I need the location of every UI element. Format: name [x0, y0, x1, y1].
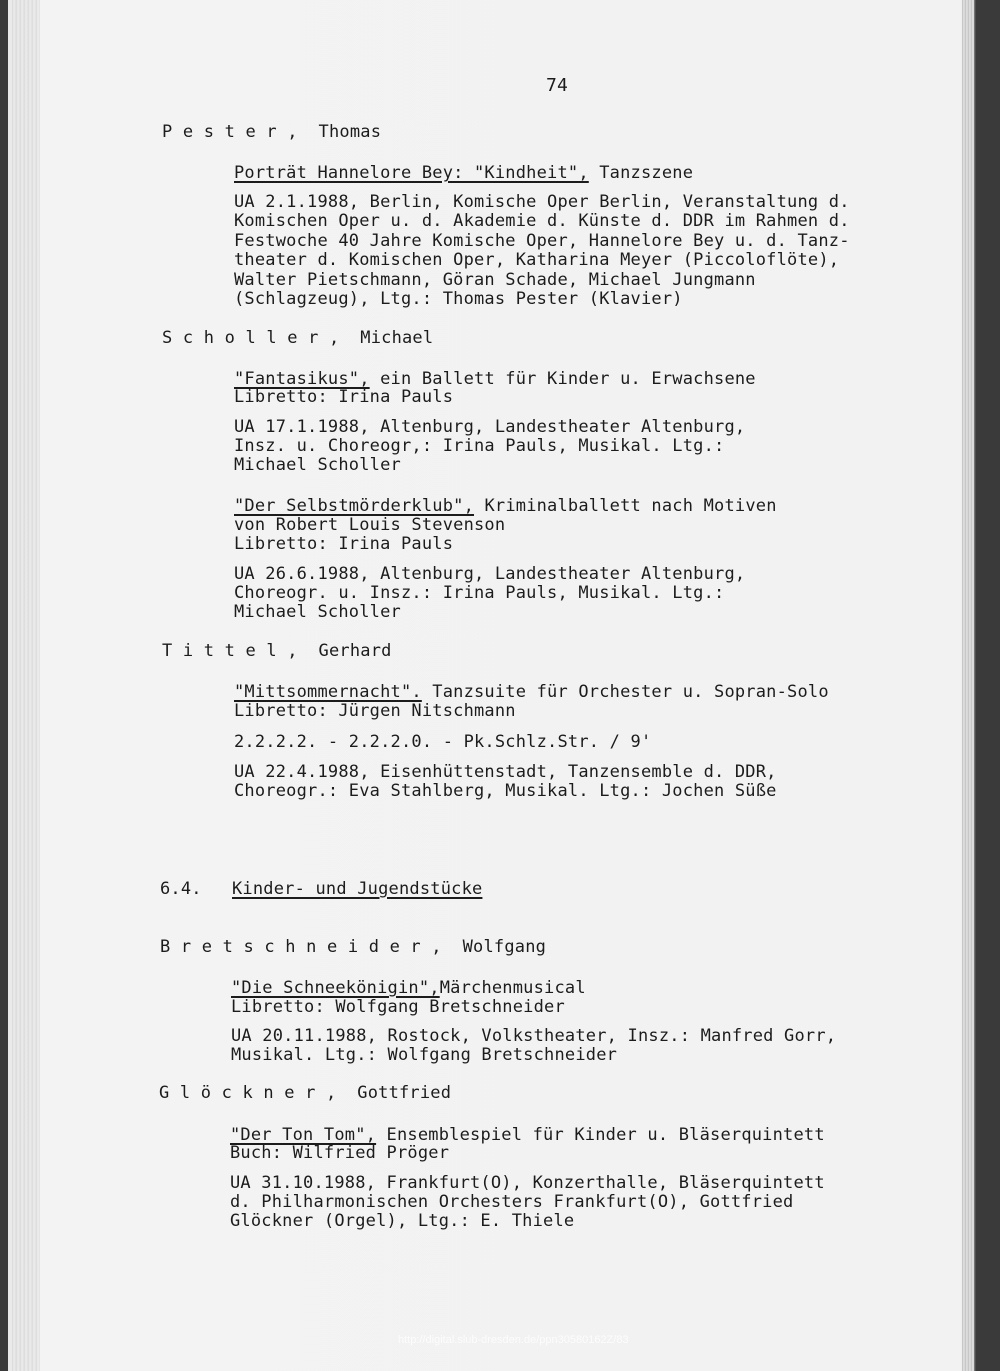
- performance-line: UA 26.6.1988, Altenburg, Landestheater Altenburg,: [234, 564, 746, 584]
- libretto-line: Libretto: Irina Pauls: [234, 534, 454, 554]
- work-genre: Märchenmusical: [439, 978, 586, 998]
- scoring-line: 2.2.2.2. - 2.2.2.0. - Pk.Schlz.Str. / 9': [234, 732, 652, 752]
- work-genre: Ensemblespiel für Kinder u. Bläserquintett: [376, 1125, 825, 1145]
- work-title: "Der Selbstmörderklub",: [234, 496, 475, 516]
- composer-heading-bretschneider: B r e t s c h n e i d e r , Wolfgang: [160, 937, 547, 957]
- performance-line: Insz. u. Choreogr,: Irina Pauls, Musikal. Ltg.:: [234, 436, 725, 456]
- performance-line: UA 17.1.1988, Altenburg, Landestheater Altenburg,: [234, 417, 746, 437]
- composer-heading-gloeckner: G l ö c k n e r , Gottfried: [159, 1083, 452, 1103]
- performance-line: Komischen Oper u. d. Akademie d. Künste d. DDR im Rahmen d.: [234, 211, 850, 231]
- libretto-line: Libretto: Irina Pauls: [234, 387, 454, 407]
- performance-line: Musikal. Ltg.: Wolfgang Bretschneider: [231, 1045, 618, 1065]
- performance-line: UA 31.10.1988, Frankfurt(O), Konzerthalle, Bläserquintett: [230, 1173, 825, 1193]
- work-line-tittel: [234, 683, 829, 702]
- work-title: "Der Ton Tom",: [230, 1125, 377, 1145]
- libretto-line: Libretto: Jürgen Nitschmann: [234, 701, 516, 721]
- performance-line: Festwoche 40 Jahre Komische Oper, Hannelore Bey u. d. Tanz-: [234, 231, 850, 251]
- composer-heading-scholler: S c h o l l e r , Michael: [162, 328, 434, 348]
- chapter-title: Kinder- und Jugendstücke: [232, 879, 483, 899]
- performance-line: UA 22.4.1988, Eisenhüttenstadt, Tanzensemble d. DDR,: [234, 762, 777, 782]
- performance-line: theater d. Komischen Oper, Katharina Meyer (Piccoloflöte),: [234, 250, 840, 270]
- performance-line: (Schlagzeug), Ltg.: Thomas Pester (Klavier): [234, 289, 683, 309]
- performance-line: d. Philharmonischen Orchesters Frankfurt(O), Gottfried: [230, 1192, 794, 1212]
- performance-line: Walter Pietschmann, Göran Schade, Michael Jungmann: [234, 270, 756, 290]
- work-genre: Kriminalballett nach Motiven: [474, 496, 777, 516]
- work-genre-continued: von Robert Louis Stevenson: [234, 515, 506, 535]
- work-genre: ein Ballett für Kinder u. Erwachsene: [369, 369, 756, 389]
- work-line-scholler-2: [234, 497, 777, 516]
- performance-line: Glöckner (Orgel), Ltg.: E. Thiele: [230, 1211, 575, 1231]
- work-title: Porträt Hannelore Bey: "Kindheit",: [234, 163, 589, 183]
- libretto-line: Libretto: Wolfgang Bretschneider: [231, 997, 565, 1017]
- composer-heading-tittel: T i t t e l , Gerhard: [162, 641, 392, 661]
- composer-heading-pester: P e s t e r , Thomas: [162, 122, 382, 142]
- work-line-bretschneider: [231, 979, 586, 998]
- performance-line: Choreogr.: Eva Stahlberg, Musikal. Ltg.: Jochen Süße: [234, 781, 777, 801]
- performance-line: Michael Scholler: [234, 455, 401, 475]
- performance-line: UA 20.11.1988, Rostock, Volkstheater, Insz.: Manfred Gorr,: [231, 1026, 837, 1046]
- work-genre: Tanzszene: [588, 163, 694, 183]
- performance-line: Choreogr. u. Insz.: Irina Pauls, Musikal. Ltg.:: [234, 583, 725, 603]
- work-title: "Mittsommernacht".: [234, 682, 422, 702]
- book-line: Buch: Wilfried Pröger: [230, 1143, 450, 1163]
- performance-line: Michael Scholler: [234, 602, 401, 622]
- work-title: "Fantasikus",: [234, 369, 370, 389]
- source-url-watermark: http://digital.slub-dresden.de/ppn30580162Z/83: [398, 1334, 629, 1346]
- work-title: "Die Schneekönigin",: [231, 978, 440, 998]
- page-number: 74: [546, 75, 569, 96]
- work-genre: Tanzsuite für Orchester u. Sopran-Solo: [421, 682, 829, 702]
- work-line-pester: [234, 164, 693, 183]
- performance-line: UA 2.1.1988, Berlin, Komische Oper Berlin, Veranstaltung d.: [234, 192, 850, 212]
- chapter-number: 6.4.: [160, 879, 202, 899]
